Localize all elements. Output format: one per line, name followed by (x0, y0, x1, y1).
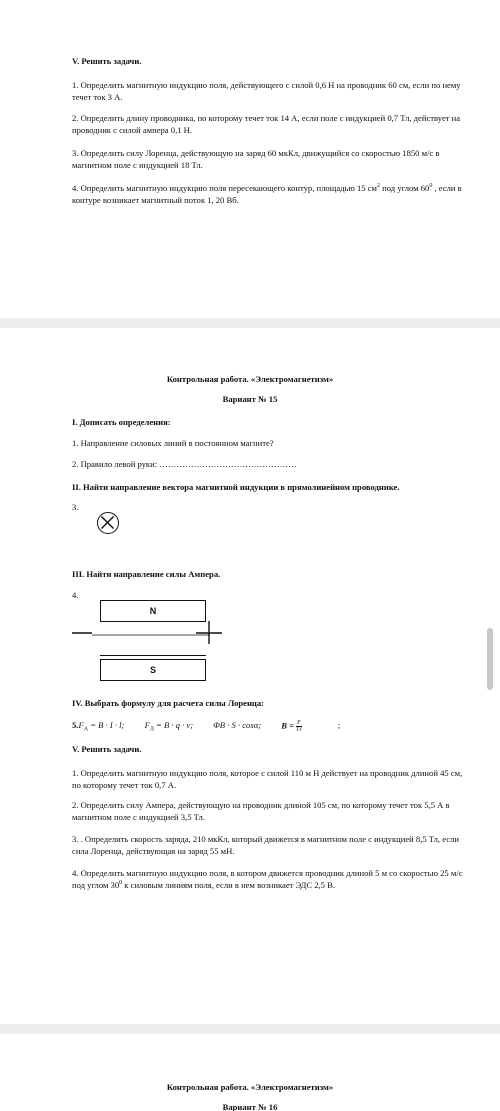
task-2-3-text: 3. . Определить скорость заряда, 210 мкКл, который движется в магнитном поле с индукцией 8,5 Тл, если сила Лоренца, действующая на заряд 55 мН. (72, 834, 459, 856)
item-4-label: 4. (72, 590, 79, 600)
section-heading-iii: III. Найти направление силы Ампера. (72, 569, 221, 579)
variant-title-3: Вариант № 16 (222, 1102, 278, 1111)
item-3-label: 3. (72, 502, 79, 512)
lorentz-formula-options (72, 720, 472, 733)
document-page-2 (0, 328, 500, 1024)
task-2-1-text: 1. Определить магнитную индукцию поля, которое с силой 110 м Н действует на проводник длиной 45 см, по которому течет ток 0,7 А. (72, 768, 463, 790)
section-heading-iv: IV. Выбрать формулу для расчета силы Лоренца: (72, 698, 265, 708)
formula-option-1: $5.F_A = B \cdot I \cdot l$; (72, 720, 125, 734)
page-separator-2 (0, 1024, 500, 1034)
section-heading-v-2: V. Решить задачи. (72, 744, 142, 754)
task-3-text: 3. Определить силу Лоренца, действующую на заряд 60 мкКл, движущийся со скоростью 1850 м/с в магнитном поле с индукцией 18 Тл. (72, 148, 440, 170)
document-title-3: Контрольная работа. «Электромагнетизм» (166, 1082, 334, 1092)
formula-option-4: B = $\frac{F}{I\cdot l}$ ; (281, 720, 341, 733)
document-title: Контрольная работа. «Электромагнетизм» (166, 374, 334, 384)
task-2-2-text: 2. Определить силу Ампера, действующую на проводник длиной 105 см, по которому течет ток 5,5 А в магнитном поле с индукцией 3,5 Тл. (72, 800, 450, 822)
formula-option-3: ΦB · S · cosα; (213, 720, 262, 731)
magnet-north-pole: N (100, 600, 206, 622)
definition-1: 1. Направление силовых линий в постоянном магните? (72, 438, 274, 448)
task-2-text: 2. Определить длину проводника, по которому течет ток 14 А, если поле с индукцией 0,7 Тл, действует на проводник с силой ампера 0,1 Н. (72, 113, 461, 135)
task-1-text: 1. Определить магнитную индукцию поля, действующего с силой 0,6 Н на проводник 60 см, если по нему течет ток 3 А. (72, 80, 461, 102)
scrollbar-thumb[interactable] (487, 628, 493, 690)
section-heading-i: I. Дописать определения: (72, 417, 171, 427)
task-4-text: 4. Определить магнитную индукцию поля пересекающего контур, площадью 15 $см^2$ под углом $60^0$ , если в контуре возникает магнитный поток 1, 20 Вб. (72, 183, 462, 205)
magnet-south-top-edge (100, 655, 206, 656)
section-heading-ii: II. Найти направление вектора магнитной индукции в прямолинейном проводнике. (72, 482, 400, 492)
conductor-diagram (70, 620, 230, 650)
task-2-4-text: 4. Определить магнитную индукцию поля, в котором движется проводник длиной 5 м со скоростью 25 м/с под углом $30^0$ к силовым линиям поля, если в нем возникает ЭДС 2,5 В. (72, 868, 463, 890)
magnet-south-pole: S (100, 659, 206, 681)
current-into-page-icon (97, 512, 119, 534)
section-heading-v: V. Решить задачи. (72, 56, 142, 66)
variant-title: Вариант № 15 (222, 394, 278, 404)
page-separator (0, 318, 500, 328)
document-page-1 (0, 0, 500, 318)
definition-2: 2. Правило левой руки: ………………………………………… (72, 459, 297, 469)
formula-option-2: $F_Л = B \cdot q \cdot v$; (144, 720, 194, 734)
document-page-3 (0, 1034, 500, 1111)
